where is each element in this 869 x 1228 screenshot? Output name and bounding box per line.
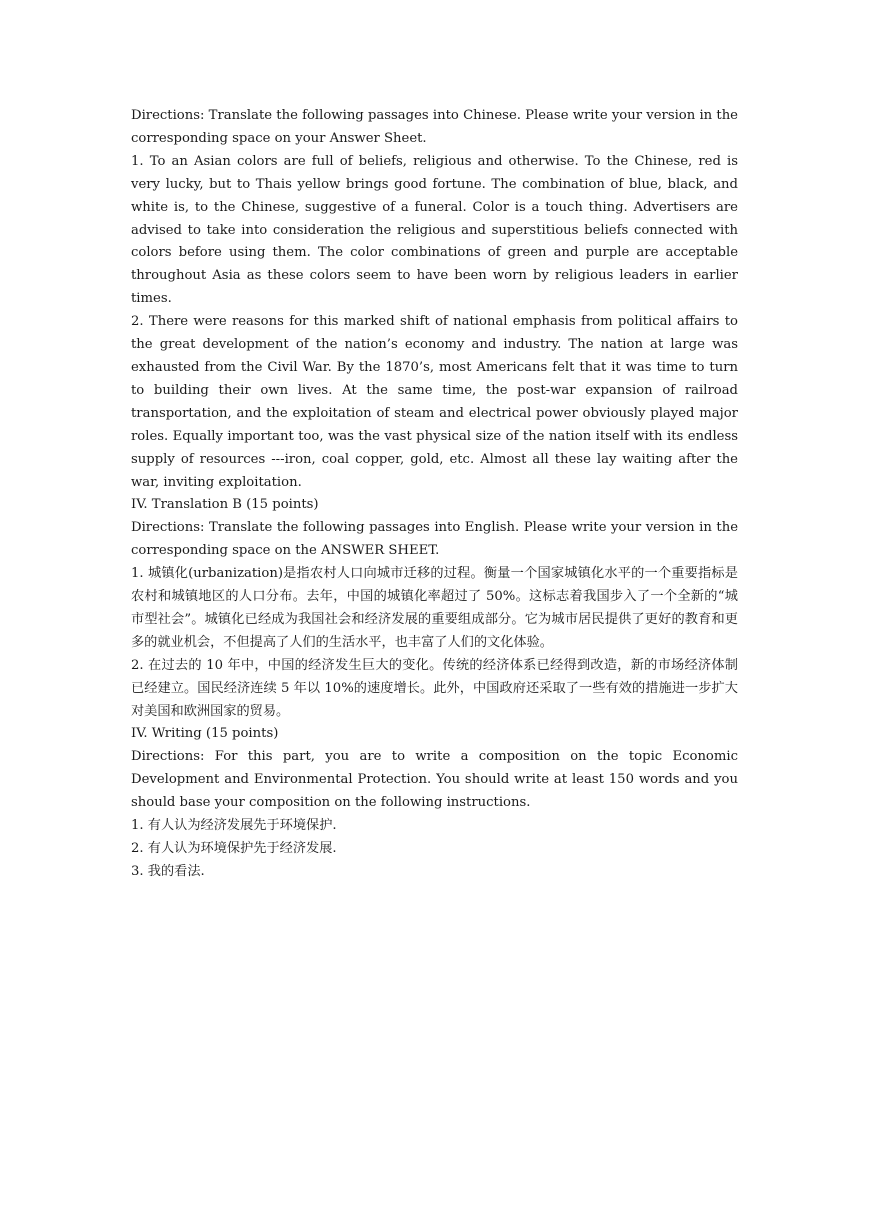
passage-1-english: 1. To an Asian colors are full of beliefs, religious and otherwise. To the Chinese, red is very lucky, but to Thais yellow brings good fortune. The combination of blue, black, and white is, to the Chinese, suggestive of a funeral. Color is a touch thing. Advertisers are advised to take into consideration the religious and superstitious beliefs connected with colors before using them. The color combinations of green and purple are acceptable throughout Asia as these colors seem to have been worn by religious leaders in earlier times.: [131, 153, 738, 307]
passage-2-chinese: 2. 在过去的 10 年中，中国的经济发生巨大的变化。传统的经济体系已经得到改造，新的市场经济体制已经建立。国民经济连续 5 年以 10%的速度增长。此外，中国政府还采取了一些有效的措施进一步扩大对美国和欧洲国家的贸易。: [131, 657, 738, 719]
translation-b-heading: IV. Translation B (15 points): [131, 497, 319, 513]
passage-1-chinese: 1. 城镇化(urbanization)是指农村人口向城市迁移的过程。衡量一个国家城镇化水平的一个重要指标是农村和城镇地区的人口分布。去年，中国的城镇化率超过了 50%。这标志着我国步入了一个全新的“城市型社会”。城镇化已经成为我国社会和经济发展的重要组成部分。它为城市居民提供了更好的教育和更多的就业机会，不但提高了人们的生活水平，也丰富了人们的文化体验。: [131, 566, 738, 650]
passage-2-english: 2. There were reasons for this marked shift of national emphasis from political affairs to the great development of the nation’s economy and industry. The nation at large was exhausted from the Civil War. By the 1870’s, most Americans felt that it was time to turn to building their own lives. At the same time, the post-war expansion of railroad transportation, and the exploitation of steam and electrical power obviously played major roles. Equally important too, was the vast physical size of the nation itself with its endless supply of resources ---iron, coal copper, gold, etc. Almost all these lay waiting after the war, inviting exploitation.: [131, 314, 738, 490]
writing-instruction-3: 3. 我的看法.: [131, 863, 205, 879]
translation-b-directions: Directions: Translate the following passages into English. Please write your version in the corresponding space on the ANSWER SHEET.: [131, 520, 738, 559]
writing-heading: IV. Writing (15 points): [131, 726, 279, 742]
writing-instruction-2: 2. 有人认为环境保护先于经济发展.: [131, 841, 337, 856]
writing-instruction-1: 1. 有人认为经济发展先于环境保护.: [131, 818, 337, 834]
writing-directions: Directions: For this part, you are to write a composition on the topic Economic Development and Environmental Protection. You should write at least 150 words and you should base your composition on the following instructions.: [131, 749, 738, 811]
document-page: [131, 105, 738, 884]
translation-a-directions: Directions: Translate the following passages into Chinese. Please write your version in the corresponding space on your Answer Sheet.: [131, 108, 738, 146]
